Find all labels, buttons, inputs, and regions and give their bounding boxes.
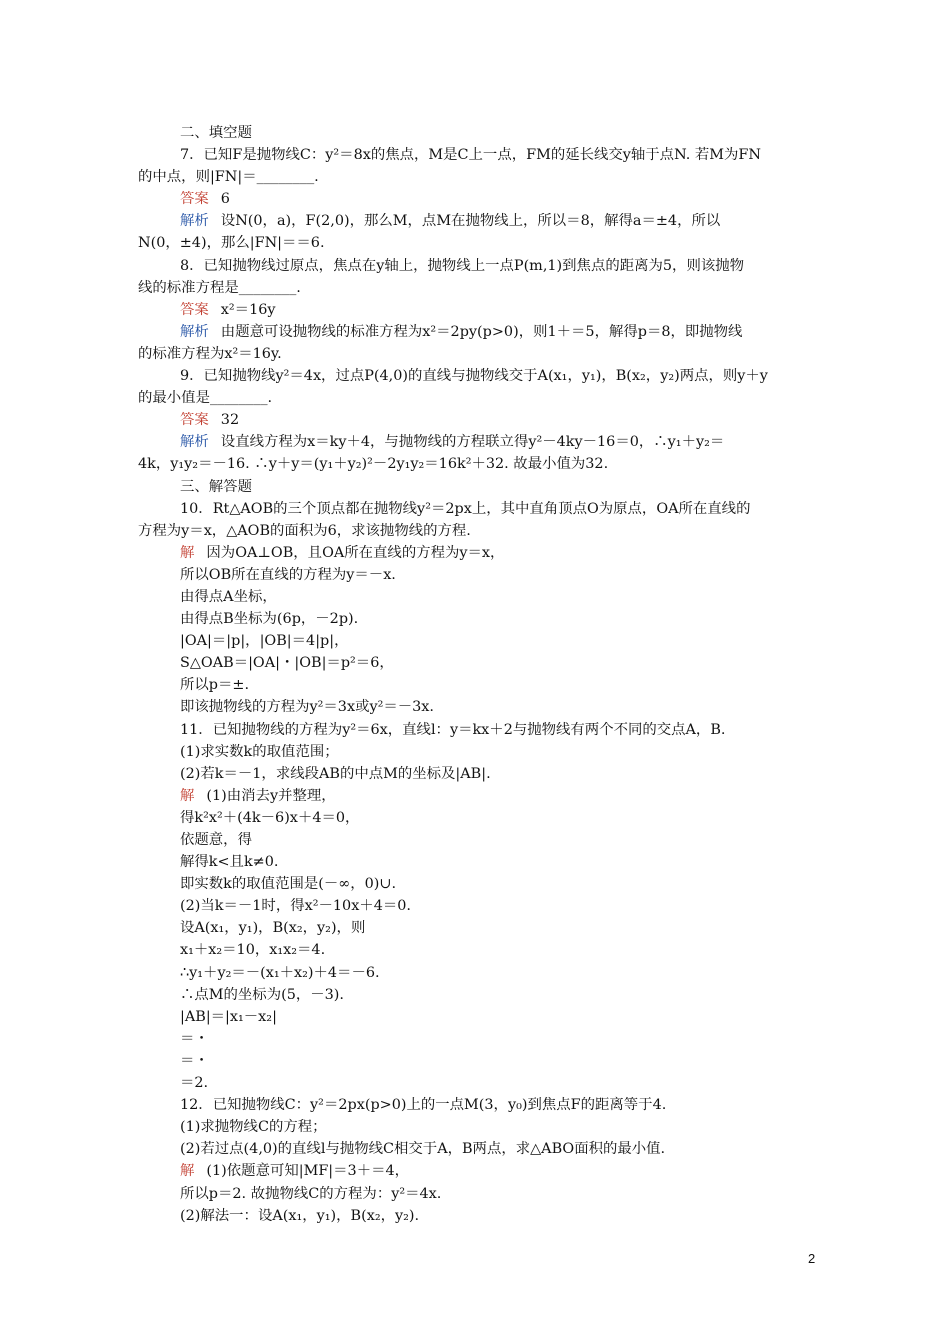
q7-stem-line1: 7．已知F是抛物线C：y²＝8x的焦点，M是C上一点，FM的延长线交y轴于点N. 若M为FN bbox=[180, 147, 761, 164]
q12-solution-line: 所以p＝2. 故抛物线C的方程为：y²＝4x. bbox=[180, 1185, 442, 1202]
explanation-label: 解析 bbox=[180, 434, 209, 451]
q9-explanation-line1: 设直线方程为x＝ky＋4，与抛物线的方程联立得y²－4ky－16＝0，∴y₁＋y₂＝ bbox=[220, 434, 725, 451]
q11-solution-line: 解 (1)由消去y并整理， bbox=[138, 785, 818, 807]
q12-solution-line: 解 (1)依题意可知|MF|＝3＋＝4， bbox=[138, 1160, 818, 1182]
q10-stem-line1: 10．Rt△AOB的三个顶点都在抛物线y²＝2px上，其中直角顶点O为原点，OA所在直线的 bbox=[180, 500, 751, 517]
q11-solution-line: ∴y₁＋y₂＝－(x₁＋x₂)＋4＝－6. bbox=[180, 964, 380, 981]
section-heading-solutions: 三、解答题 bbox=[180, 478, 252, 495]
document-body bbox=[138, 122, 818, 1227]
q8-answer bbox=[138, 299, 818, 321]
q11-solution-line: 即实数k的取值范围是(－∞，0)∪. bbox=[180, 876, 397, 893]
answer-label: 答案 bbox=[180, 412, 209, 429]
q10-solution-line: 由得点B坐标为(6p，－2p). bbox=[180, 611, 359, 628]
explanation-label: 解析 bbox=[180, 323, 209, 340]
q8-answer-value: x²＝16y bbox=[220, 301, 276, 318]
q11-solution-line: ＝・ bbox=[180, 1030, 209, 1047]
q9-answer bbox=[138, 409, 818, 431]
q8-stem-line1: 8．已知抛物线过原点，焦点在y轴上，抛物线上一点P(m,1)到焦点的距离为5，则该抛物 bbox=[180, 257, 745, 274]
q9-answer-value: 32 bbox=[220, 412, 240, 429]
q11-stem: 11．已知抛物线的方程为y²＝6x，直线l：y＝kx＋2与抛物线有两个不同的交点A，B. bbox=[180, 721, 726, 738]
q7-explanation-line1: 设N(0，a)，F(2,0)，那么M，点M在抛物线上，所以＝8，解得a＝±4，所以 bbox=[220, 213, 721, 230]
q12-solution-line: (2)解法一：设A(x₁，y₁)，B(x₂，y₂). bbox=[180, 1207, 420, 1224]
q8-explanation-line1: 由题意可设抛物线的标准方程为x²＝2py(p>0)，则1＋＝5，解得p＝8，即抛物线 bbox=[220, 323, 743, 340]
q11-solution-line: |AB|＝|x₁－x₂| bbox=[180, 1008, 277, 1025]
q7-explanation-line2: N(0，±4)，那么|FN|＝＝6. bbox=[138, 235, 325, 252]
q11-solution-line: 依题意，得 bbox=[180, 832, 252, 848]
solution-label: 解 bbox=[180, 544, 195, 561]
solution-label: 解 bbox=[180, 1163, 195, 1180]
q11-solution-line: ∴点M的坐标为(5，－3). bbox=[180, 986, 344, 1003]
q9-explanation-line2: 4k，y₁y₂＝－16. ∴y＋y＝(y₁＋y₂)²－2y₁y₂＝16k²＋32. 故最小值为32. bbox=[138, 456, 609, 473]
q10-solution-line: 解 因为OA⊥OB，且OA所在直线的方程为y＝x， bbox=[138, 542, 818, 564]
q11-solution-line: 解得k<且k≠0. bbox=[180, 854, 279, 871]
section-heading-fill-in: 二、填空题 bbox=[180, 125, 252, 141]
answer-label: 答案 bbox=[180, 301, 209, 318]
q12-stem: 12．已知抛物线C：y²＝2px(p>0)上的一点M(3，y₀)到焦点F的距离等于4. bbox=[180, 1097, 667, 1114]
q11-solution-line: ＝2. bbox=[180, 1075, 209, 1092]
q7-answer bbox=[138, 188, 818, 210]
q11-solution-line: (2)当k＝－1时，得x²－10x＋4＝0. bbox=[180, 898, 411, 915]
q10-solution-line: 由得点A坐标， bbox=[180, 588, 277, 605]
q7-stem-line2: 的中点，则|FN|＝________. bbox=[138, 169, 319, 186]
q9-stem-line1: 9．已知抛物线y²＝4x，过点P(4,0)的直线与抛物线交于A(x₁，y₁)，B(x₂，y₂)两点，则y＋y bbox=[180, 368, 768, 385]
q8-explanation-line2: 的标准方程为x²＝16y. bbox=[138, 345, 282, 362]
q11-solution-line: 设A(x₁，y₁)，B(x₂，y₂)，则 bbox=[180, 920, 366, 937]
q11-solution-line: 得k²x²＋(4k－6)x＋4＝0， bbox=[180, 809, 360, 826]
q11-part1: (1)求实数k的取值范围； bbox=[180, 743, 339, 760]
q12-part1: (1)求抛物线C的方程； bbox=[180, 1119, 327, 1136]
page-number: 2 bbox=[808, 1251, 816, 1266]
explanation-label: 解析 bbox=[180, 213, 209, 230]
answer-label: 答案 bbox=[180, 191, 209, 208]
q11-solution-line: x₁＋x₂＝10，x₁x₂＝4. bbox=[180, 942, 326, 959]
q10-solution-line: 所以p＝±. bbox=[180, 677, 250, 694]
solution-label: 解 bbox=[180, 787, 195, 804]
q11-solution-line: ＝・ bbox=[180, 1052, 209, 1069]
q8-explanation bbox=[138, 321, 818, 343]
q12-part2: (2)若过点(4,0)的直线l与抛物线C相交于A，B两点，求△ABO面积的最小值. bbox=[180, 1141, 666, 1158]
q9-stem-line2: 的最小值是________. bbox=[138, 390, 273, 407]
q9-explanation bbox=[138, 431, 818, 453]
q10-stem-line2: 方程为y＝x，△AOB的面积为6，求该抛物线的方程. bbox=[138, 522, 471, 539]
q11-part2: (2)若k＝－1，求线段AB的中点M的坐标及|AB|. bbox=[180, 765, 491, 782]
q7-answer-value: 6 bbox=[220, 191, 230, 208]
q7-explanation bbox=[138, 210, 818, 232]
q10-solution-line: |OA|＝|p|，|OB|＝4|p|， bbox=[180, 633, 349, 650]
q10-solution-line: 即该抛物线的方程为y²＝3x或y²＝－3x. bbox=[180, 699, 434, 716]
q10-solution-line: S△OAB＝|OA|・|OB|＝p²＝6， bbox=[180, 655, 394, 672]
q8-stem-line2: 线的标准方程是________. bbox=[138, 279, 301, 296]
q10-solution-line: 所以OB所在直线的方程为y＝－x. bbox=[180, 566, 396, 583]
